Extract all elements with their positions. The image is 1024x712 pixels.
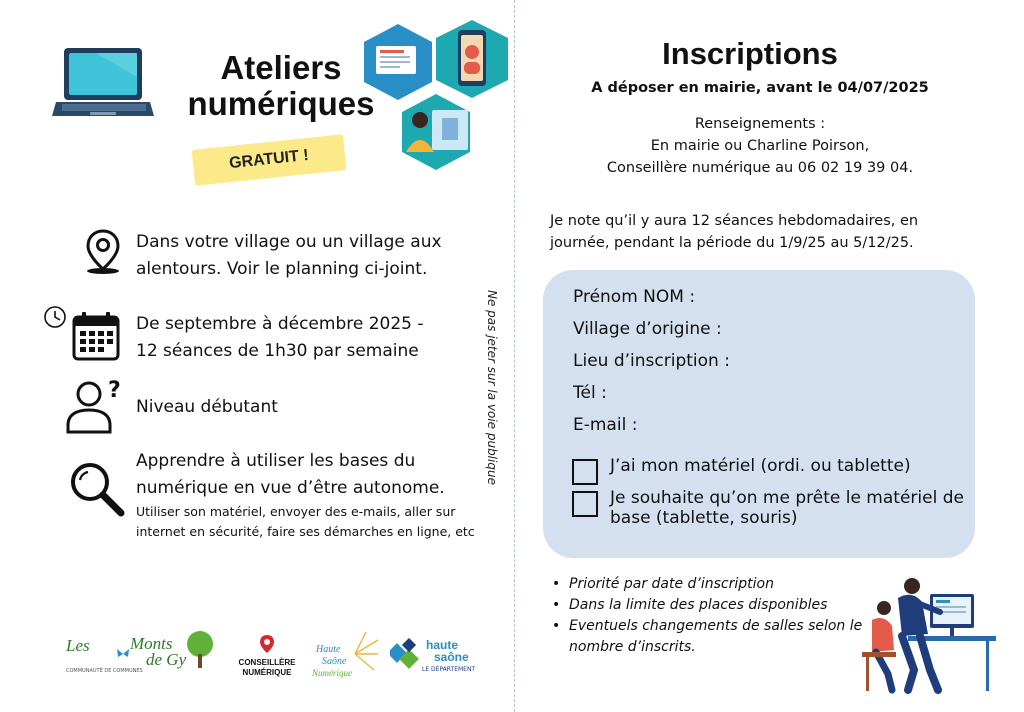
person-question-icon (64, 377, 126, 435)
checkbox-label-borrow-equipment: Je souhaite qu’on me prête le matériel de base (tablette, souris) (610, 488, 964, 528)
logo-caption: COMMUNAUTÉ DE COMMUNES (66, 668, 143, 674)
field-name[interactable]: Prénom NOM : (573, 287, 696, 307)
field-email[interactable]: E-mail : (573, 415, 638, 435)
free-badge (192, 134, 347, 186)
field-phone[interactable]: Tél : (573, 383, 607, 403)
feature-dates-line-2: 12 séances de 1h30 par semaine (136, 341, 419, 361)
info-line-1: Renseignements : (694, 116, 826, 132)
conseillere-line-2: NUMÉRIQUE (242, 668, 292, 677)
checkbox-borrow-equipment[interactable] (572, 491, 598, 517)
svg-text:?: ? (108, 378, 121, 403)
field-registration-place[interactable]: Lieu d’inscription : (573, 351, 730, 371)
title-line-2: numériques (187, 85, 375, 122)
feature-learning-line-2: numérique en vue d’être autonome. (136, 478, 445, 498)
conseillere-line-1: CONSEILLÈRE (238, 658, 296, 667)
inscriptions-info (560, 113, 960, 179)
checkbox-label-own-equipment: J’ai mon matériel (ordi. ou tablette) (610, 456, 911, 476)
conseillere-numerique-logo (236, 634, 298, 680)
feature-dates-line-1: De septembre à décembre 2025 - (136, 314, 424, 334)
feature-learning-line-1: Apprendre à utiliser les bases du (136, 451, 416, 471)
field-village[interactable]: Village d’origine : (573, 319, 722, 339)
calendar-clock-icon (42, 305, 122, 363)
feature-location-text: Dans votre village ou un village aux alentours. Voir le planning ci-joint. (136, 232, 442, 279)
list-item: • Eventuels changements de salles selon le nombre d’inscrits. (552, 616, 872, 658)
list-item: • Priorité par date d’inscription (552, 574, 872, 595)
location-pin-icon (84, 229, 122, 275)
inscriptions-title: Inscriptions (662, 36, 838, 71)
hsn-line-1: Haute (316, 644, 341, 655)
feature-learning-details: Utiliser son matériel, envoyer des e-mails, aller sur internet en sécurité, faire ses démarches en ligne, etc (136, 504, 475, 539)
cut-line-divider (514, 0, 515, 712)
sessions-note: Je note qu’il y aura 12 séances hebdomadaires, en journée, pendant la période du 1/9/25 au 5/12/25. (550, 213, 919, 251)
conseillere-pin-icon (259, 634, 275, 654)
department-mark-icon (390, 638, 424, 674)
list-item: • Dans la limite des places disponibles (552, 595, 872, 616)
tree-icon (184, 630, 216, 670)
logo-les: Les (66, 636, 90, 655)
inscriptions-deadline: A déposer en mairie, avant le 04/07/2025 (591, 80, 929, 96)
hexagon-illustrations (362, 20, 512, 170)
laptop-icon (52, 42, 156, 126)
logo-monts: Monts (130, 634, 173, 653)
hs-line-1: haute (426, 638, 459, 652)
checkbox-row-own-equipment[interactable] (572, 456, 970, 485)
checkbox-own-equipment[interactable] (572, 459, 598, 485)
haute-saone-numerique-logo (308, 630, 380, 680)
hsn-line-2: Saône (322, 656, 347, 667)
butterfly-icon (116, 648, 130, 660)
checkbox-row-borrow-equipment[interactable] (572, 488, 970, 528)
info-line-3: Conseillère numérique au 06 02 19 39 04. (606, 160, 914, 176)
vertical-disposal-note: Ne pas jeter sur la voie publique (485, 290, 499, 485)
feature-level-text: Niveau débutant (136, 397, 278, 417)
feature-dates-text (136, 311, 476, 365)
haute-saone-departement-logo (390, 634, 476, 680)
monts-de-gy-logo (64, 630, 214, 680)
feature-learning-text (136, 448, 476, 502)
free-badge-label: GRATUIT ! (228, 146, 310, 173)
hs-line-3: LE DÉPARTEMENT (422, 666, 476, 673)
title-line-1: Ateliers (220, 49, 342, 86)
info-line-2: En mairie ou Charline Poirson, (650, 138, 870, 154)
page-title (170, 50, 392, 122)
magnifier-icon (68, 460, 126, 518)
hsn-line-3: Numérique (312, 668, 352, 678)
conditions-list (552, 574, 872, 658)
people-at-computer-illustration (858, 574, 998, 696)
logo-de-gy: de Gy (146, 650, 187, 669)
hs-line-2: saône (434, 650, 469, 664)
